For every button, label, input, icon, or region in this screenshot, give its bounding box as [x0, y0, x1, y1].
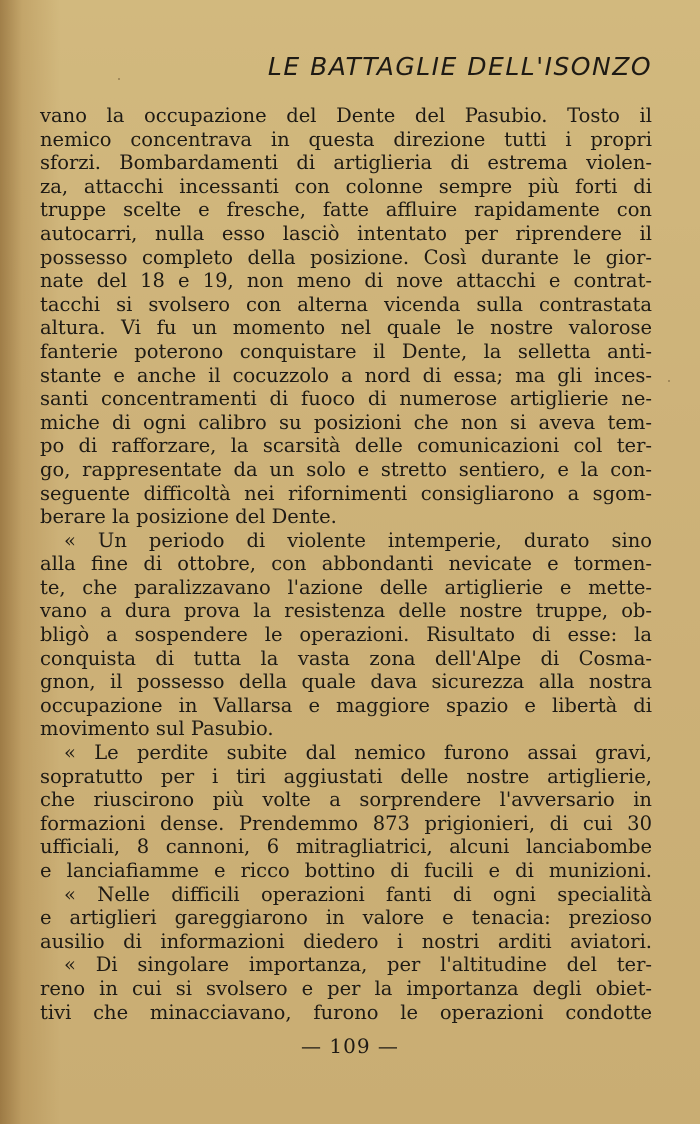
running-title: LE BATTAGLIE DELL'ISONZO	[267, 52, 652, 81]
text-line: santi concentramenti di fuoco di numerose artiglierie ne-	[40, 387, 652, 411]
text-line: e lanciafiamme e ricco bottino di fucili e di munizioni.	[40, 859, 652, 882]
text-line: reno in cui si svolsero e per la importanza degli obiet-	[40, 976, 652, 1000]
text-line: alla fine di ottobre, con abbondanti nevicate e tormen-	[40, 552, 652, 576]
paper-speck	[118, 78, 120, 80]
paragraph-first-line: « Un periodo di violente intemperie, durato sino	[64, 528, 652, 552]
text-line: tacchi si svolsero con alterna vicenda sulla contrastata	[40, 292, 652, 316]
text-line: te, che paralizzavano l'azione delle artiglierie e mette-	[40, 575, 652, 599]
text-line: gnon, il possesso della quale dava sicurezza alla nostra	[40, 670, 652, 694]
text-line: fanterie poterono conquistare il Dente, la selletta anti-	[40, 339, 652, 363]
text-line: nate del 18 e 19, non meno di nove attacchi e contrat-	[40, 269, 652, 293]
page-number: — 109 —	[301, 1034, 399, 1058]
text-line: vano a dura prova la resistenza delle nostre truppe, ob-	[40, 599, 652, 623]
text-line: za, attacchi incessanti con colonne sempre più forti di	[40, 174, 652, 198]
text-line: po di rafforzare, la scarsità delle comunicazioni col ter-	[40, 434, 652, 458]
text-line: ufficiali, 8 cannoni, 6 mitragliatrici, alcuni lanciabombe	[40, 835, 652, 859]
text-line: stante e anche il cocuzzolo a nord di essa; ma gli inces-	[40, 363, 652, 387]
text-line: bligò a sospendere le operazioni. Risultato di esse: la	[40, 623, 652, 647]
paper-speck	[668, 380, 670, 382]
paragraph-first-line: « Nelle difficili operazioni fanti di ogni specialità	[64, 882, 652, 906]
text-line: truppe scelte e fresche, fatte affluire rapidamente con	[40, 198, 652, 222]
body-text	[40, 104, 652, 1024]
text-line: nemico concentrava in questa direzione tutti i propri	[40, 127, 652, 151]
text-line: seguente difficoltà nei rifornimenti consigliarono a sgom-	[40, 481, 652, 505]
text-line: altura. Vi fu un momento nel quale le nostre valorose	[40, 316, 652, 340]
text-line: autocarri, nulla esso lasciò intentato per riprendere il	[40, 221, 652, 245]
text-line: ausilio di informazioni diedero i nostri arditi aviatori.	[40, 929, 652, 953]
text-line: sforzi. Bombardamenti di artiglieria di estrema violen-	[40, 151, 652, 175]
paragraph-first-line: « Di singolare importanza, per l'altitudine del ter-	[64, 953, 652, 977]
text-line: che riuscirono più volte a sorprendere l'avversario in	[40, 788, 652, 812]
text-line: e artiglieri gareggiarono in valore e tenacia: prezioso	[40, 906, 652, 930]
paragraph-first-line: « Le perdite subite dal nemico furono assai gravi,	[64, 741, 652, 765]
text-line: possesso completo della posizione. Così durante le gior-	[40, 245, 652, 269]
text-line: formazioni dense. Prendemmo 873 prigionieri, di cui 30	[40, 811, 652, 835]
text-line: vano la occupazione del Dente del Pasubio. Tosto il	[40, 104, 652, 127]
text-line: movimento sul Pasubio.	[40, 717, 274, 741]
text-line: go, rappresentate da un solo e stretto sentiero, e la con-	[40, 457, 652, 481]
text-line: berare la posizione del Dente.	[40, 505, 337, 529]
text-line: sopratutto per i tiri aggiustati delle nostre artiglierie,	[40, 764, 652, 788]
text-line: tivi che minacciavano, furono le operazioni condotte	[40, 1000, 652, 1024]
text-line: miche di ogni calibro su posizioni che non si aveva tem-	[40, 410, 652, 434]
text-line: conquista di tutta la vasta zona dell'Alpe di Cosma-	[40, 646, 652, 670]
text-line: occupazione in Vallarsa e maggiore spazio e libertà di	[40, 693, 652, 717]
